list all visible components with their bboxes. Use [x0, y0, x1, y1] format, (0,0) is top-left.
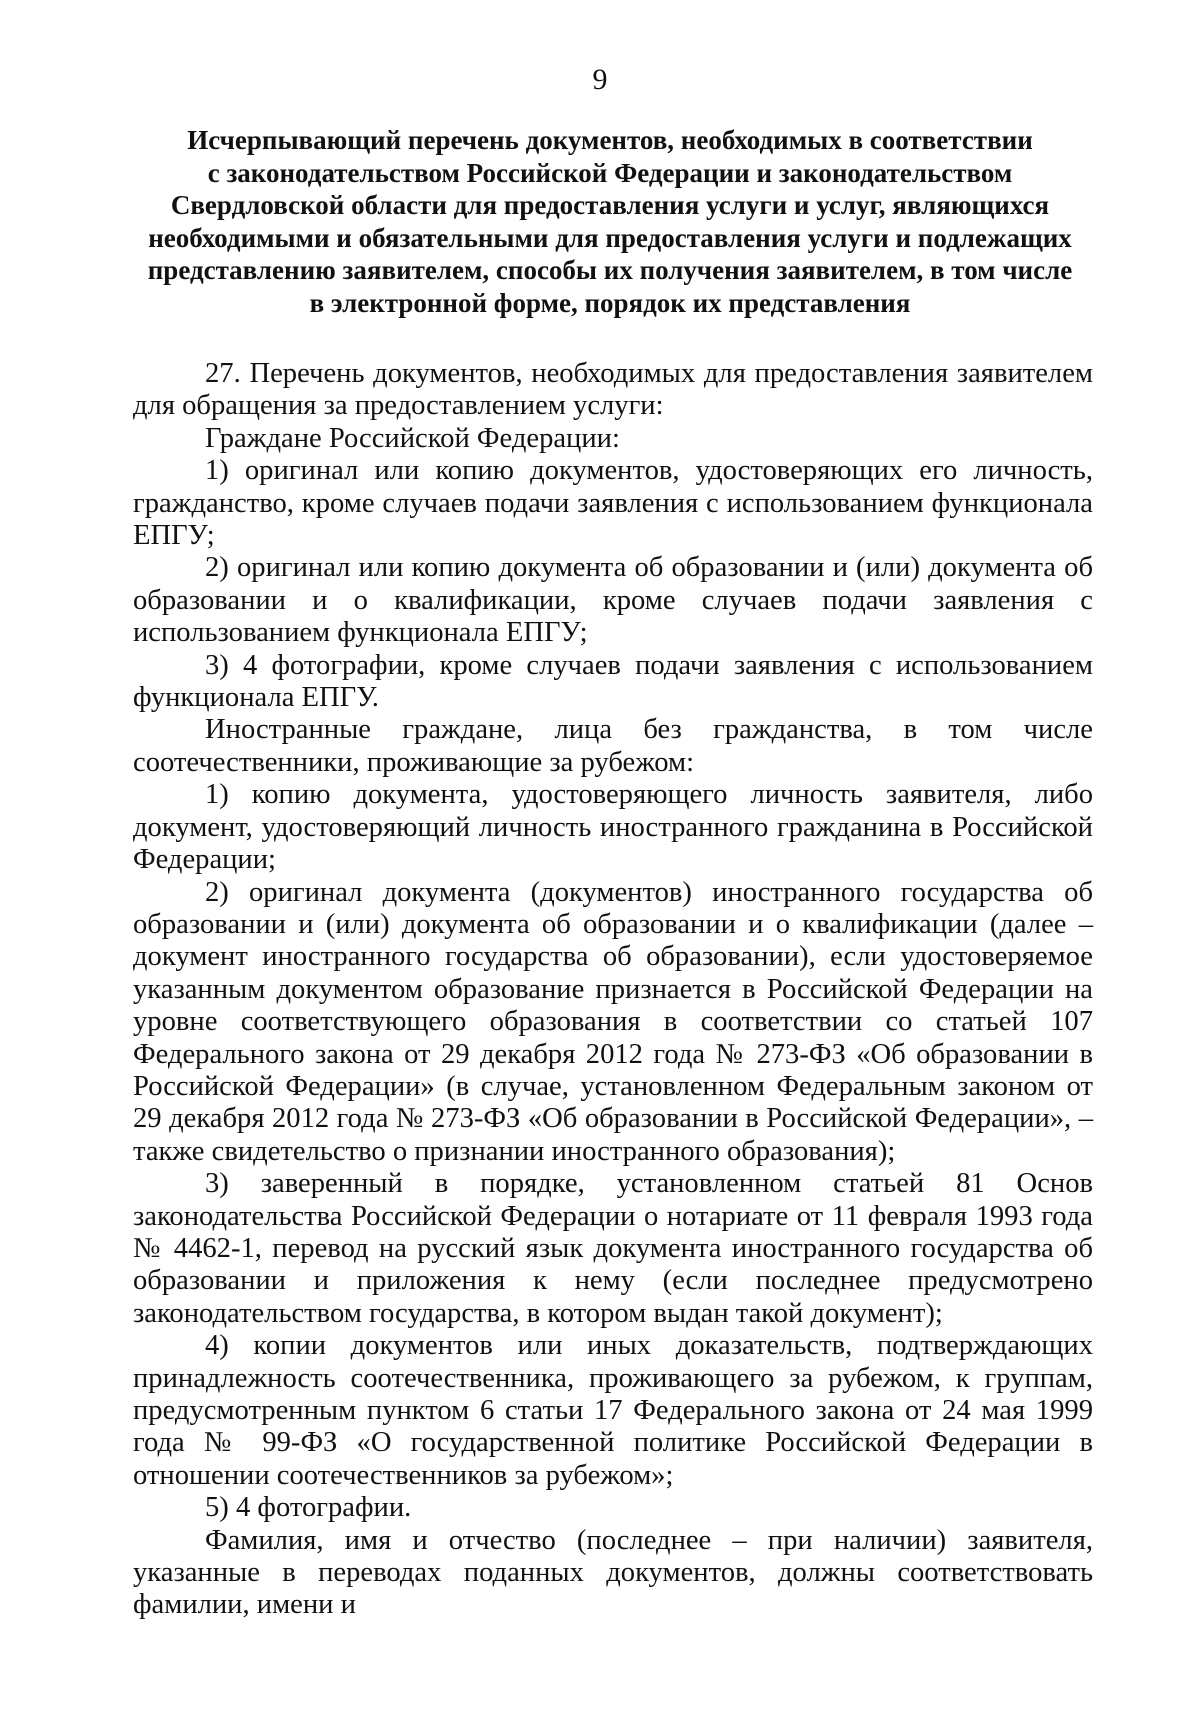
paragraph-citizens-rf-item-3: 3) 4 фотографии, кроме случаев подачи заявления с использованием функционала ЕПГУ.	[133, 649, 1093, 714]
document-body	[133, 358, 1093, 1622]
paragraph-foreign-item-1: 1) копию документа, удостоверяющего личность заявителя, либо документ, удостоверяющий личность иностранного гражданина в Российской Федерации;	[133, 779, 1093, 876]
heading-line: необходимыми и обязательными для предоставления услуги и подлежащих	[148, 222, 1072, 253]
paragraph-citizens-rf-heading: Граждане Российской Федерации:	[205, 422, 620, 454]
paragraph-citizens-rf-item-2: 2) оригинал или копию документа об образовании и (или) документа об образовании и о квалификации, кроме случаев подачи заявления с использованием функционала ЕПГУ;	[133, 552, 1093, 649]
heading-line: с законодательством Российской Федерации и законодательством	[207, 157, 1013, 188]
heading-line: в электронной форме, порядок их представления	[309, 287, 911, 318]
paragraph-foreign-item-5: 5) 4 фотографии.	[205, 1492, 412, 1524]
section-heading	[130, 124, 1090, 320]
paragraph-citizens-rf-item-1: 1) оригинал или копию документов, удостоверяющих его личность, гражданство, кроме случаев подачи заявления с использованием функционала ЕПГУ;	[133, 455, 1093, 552]
heading-line: Исчерпывающий перечень документов, необходимых в соответствии	[187, 125, 1033, 155]
paragraph-foreign-item-3: 3) заверенный в порядке, установленном статьей 81 Основ законодательства Российской Федерации о нотариате от 11 февраля 1993 года № 4462-1, перевод на русский язык документа иностранного государства об образовании и приложения к нему (если последнее предусмотрено законодательством государства, в котором выдан такой документ);	[133, 1168, 1093, 1329]
paragraph-foreign-citizens-heading: Иностранные граждане, лица без гражданства, в том числе соотечественники, проживающие за рубежом:	[133, 714, 1093, 778]
page-number: 9	[592, 63, 608, 96]
heading-line: представлению заявителем, способы их получения заявителем, в том числе	[147, 255, 1073, 286]
paragraph-foreign-item-2: 2) оригинал документа (документов) иностранного государства об образовании и (или) документа об образовании и о квалификации (далее – документ иностранного государства об образовании), если удостоверяемое указанным документом образование признается в Российской Федерации на уровне соответствующего образования в соответствии со статьей 107 Федерального закона от 29 декабря 2012 года № 273-ФЗ «Об образовании в Российской Федерации» (в случае, установленном Федеральным законом от 29 декабря 2012 года № 273-ФЗ «Об образовании в Российской Федерации», – также свидетельство о признании иностранного образования);	[133, 876, 1093, 1167]
paragraph-item-27: 27. Перечень документов, необходимых для предоставления заявителем для обращения за предоставлением услуги:	[133, 358, 1093, 422]
paragraph-name-requirement: Фамилия, имя и отчество (последнее – при наличии) заявителя, указанные в переводах поданных документов, должны соответствовать фамилии, имени и	[133, 1524, 1093, 1621]
heading-line: Свердловской области для предоставления услуги и услуг, являющихся	[170, 190, 1050, 221]
paragraph-foreign-item-4: 4) копии документов или иных доказательств, подтверждающих принадлежность соотечественника, проживающего за рубежом, к группам, предусмотренным пунктом 6 статьи 17 Федерального закона от 24 мая 1999 года № 99-ФЗ «О государственной политике Российской Федерации в отношении соотечественников за рубежом»;	[133, 1330, 1093, 1491]
